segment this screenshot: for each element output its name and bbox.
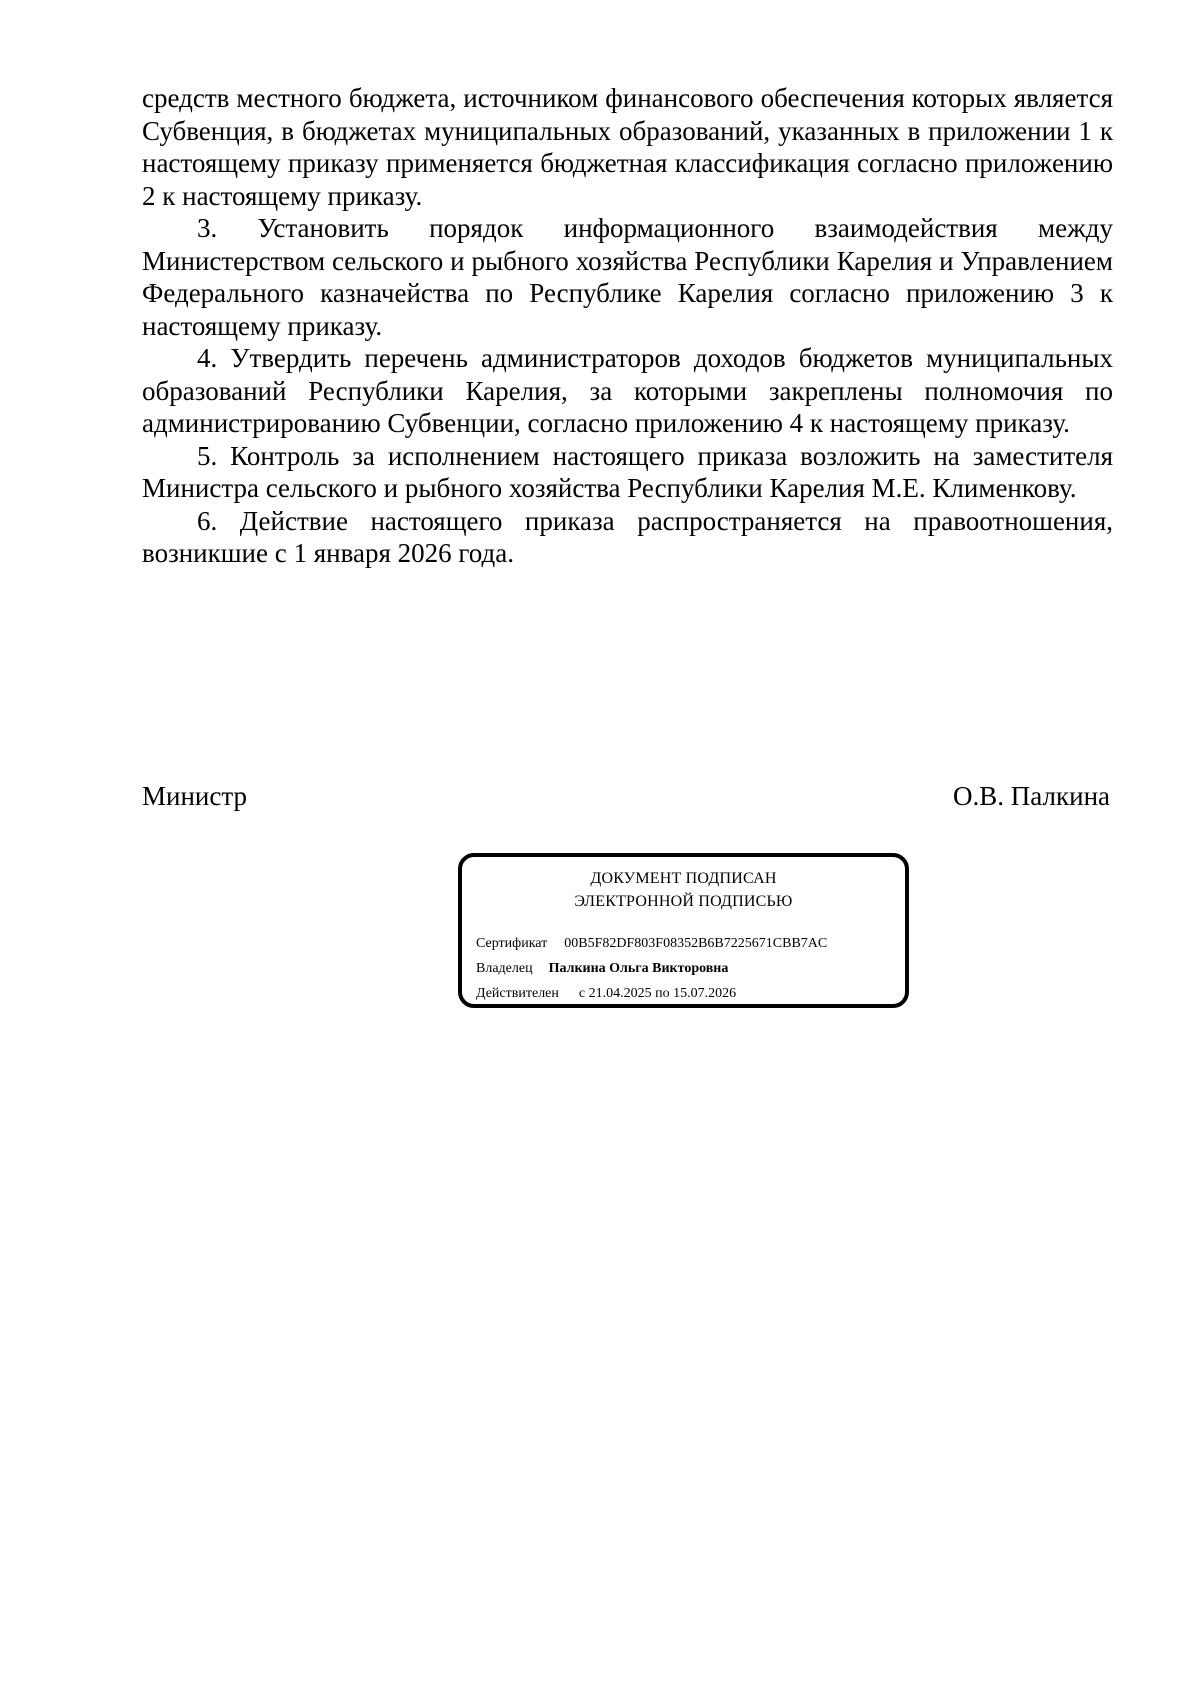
owner-value: Палкина Ольга Викторовна bbox=[548, 961, 729, 976]
certificate-value: 00B5F82DF803F08352B6B7225671CBB7AC bbox=[564, 936, 828, 951]
stamp-validity-row bbox=[476, 985, 736, 1003]
paragraph-item-5: 5. Контроль за исполнением настоящего приказа возложить на заместителя Министра сельского и рыбного хозяйства Республики Карелия М.Е. Клименкову. bbox=[142, 440, 1113, 503]
paragraph-item-3: 3. Установить порядок информационного взаимодействия между Министерством сельского и рыбного хозяйства Республики Карелия и Управлением Федерального казначейства по Республике Карелия согласно приложению 3 к настоящему приказу. bbox=[142, 213, 1113, 341]
signature-block bbox=[142, 780, 1110, 816]
stamp-owner-row bbox=[476, 960, 728, 978]
certificate-label: Сертификат bbox=[476, 936, 548, 951]
signatory-title: Министр bbox=[142, 781, 247, 811]
signatory-name: О.В. Палкина bbox=[953, 781, 1110, 811]
owner-label: Владелец bbox=[476, 961, 533, 976]
document-body bbox=[142, 82, 1113, 570]
electronic-signature-stamp bbox=[458, 853, 909, 1008]
paragraph-item-6: 6. Действие настоящего приказа распространяется на правоотношения, возникшие с 1 января 2026 года. bbox=[142, 505, 1113, 568]
stamp-header-line-2: ЭЛЕКТРОННОЙ ПОДПИСЬЮ bbox=[574, 893, 793, 910]
paragraph-item-4: 4. Утвердить перечень администраторов доходов бюджетов муниципальных образований Республики Карелия, за которыми закреплены полномочия по администрированию Субвенции, согласно приложению 4 к настоящему приказу. bbox=[142, 343, 1113, 438]
validity-label: Действителен bbox=[476, 986, 559, 1001]
stamp-header-line-1: ДОКУМЕНТ ПОДПИСАН bbox=[590, 870, 777, 887]
validity-value: с 21.04.2025 по 15.07.2026 bbox=[578, 986, 737, 1001]
paragraph-continuation: средств местного бюджета, источником финансового обеспечения которых является Субвенция, в бюджетах муниципальных образований, указанных в приложении 1 к настоящему приказу применяется бюджетная классификация согласно приложению 2 к настоящему приказу. bbox=[142, 83, 1113, 211]
stamp-certificate-row bbox=[476, 935, 827, 953]
stamp-header bbox=[462, 867, 905, 913]
